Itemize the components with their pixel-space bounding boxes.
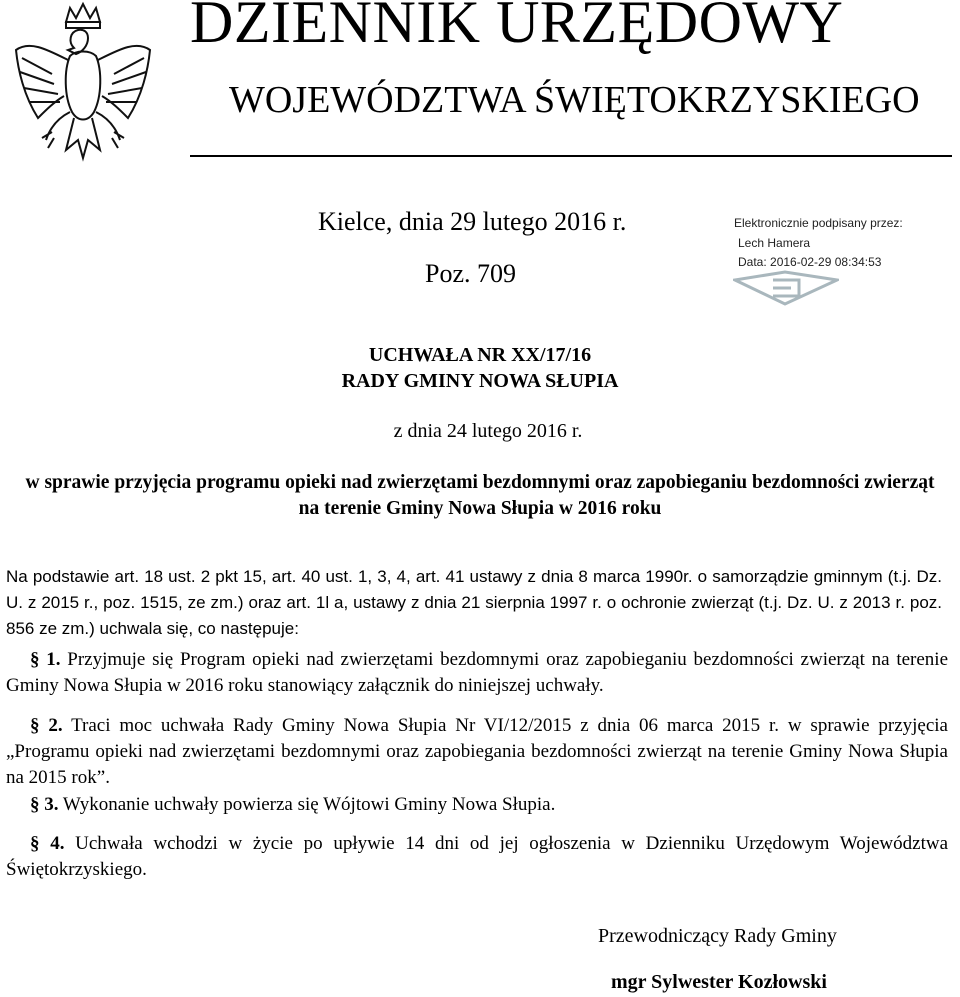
journal-subtitle: WOJEWÓDZTWA ŚWIĘTOKRZYSKIEGO [229,79,920,121]
eagle-emblem-icon [8,0,158,180]
paragraph-number: § 4. [30,833,65,854]
signature-mark-icon [733,270,839,306]
paragraph-1 [6,647,948,699]
resolution-date: z dnia 24 lutego 2016 r. [393,420,583,442]
paragraph-number: § 2. [30,715,63,736]
issue-place-date: Kielce, dnia 29 lutego 2016 r. [318,207,627,236]
resolution-title: UCHWAŁA NR XX/17/16 [368,344,592,366]
legal-basis: Na podstawie art. 18 ust. 2 pkt 15, art. 40 ust. 1, 3, 4, art. 41 ustawy z dnia 8 marca 1990r. o samorządzie gminnym (t.j. Dz. U. z 2015 r., poz. 1515, ze zm.) oraz art. 1l a, ustawy z dnia 21 sierpnia 1997 r. o ochronie zwierząt (t.j. Dz. U. z 2013 r. poz. 856 ze zm.) uchwala się, co następuje: [6,567,942,638]
chair-name: mgr Sylwester Kozłowski [611,971,827,993]
journal-title: DZIENNIK URZĘDOWY [190,0,844,55]
resolution-subject: w sprawie przyjęcia programu opieki nad zwierzętami bezdomnymi oraz zapobieganiu bezdomności zwierząt na terenie Gminy Nowa Słupia w 2016 roku [25,472,935,519]
issue-position: Poz. 709 [425,259,516,288]
paragraph-number: § 3. [30,794,59,815]
paragraph-2 [6,713,948,791]
resolution-body: RADY GMINY NOWA SŁUPIA [341,370,619,392]
paragraph-text: Przyjmuje się Program opieki nad zwierzętami bezdomnymi oraz zapobieganiu bezdomności zwierząt na terenie Gminy Nowa Słupia w 2016 roku stanowiący załącznik do niniejszej uchwały. [6,649,949,696]
header-divider [190,155,952,157]
paragraph-text: Uchwała wchodzi w życie po upływie 14 dni od jej ogłoszenia w Dzienniku Urzędowym Województwa Świętokrzyskiego. [6,833,948,880]
signature-label: Elektronicznie podpisany przez: [734,216,903,230]
chair-role: Przewodniczący Rady Gminy [598,925,837,947]
paragraph-text: Wykonanie uchwały powierza się Wójtowi Gminy Nowa Słupia. [62,794,556,815]
paragraph-text: Traci moc uchwała Rady Gminy Nowa Słupia Nr VI/12/2015 z dnia 06 marca 2015 r. w sprawie przyjęcia „Programu opieki nad zwierzętami bezdomnymi oraz zapobiegania bezdomności zwierząt na terenie Gminy Nowa Słupia na 2015 rok”. [6,715,948,788]
paragraph-4 [6,831,948,883]
signature-date: Data: 2016-02-29 08:34:53 [738,255,882,269]
signature-name: Lech Hamera [738,236,811,250]
paragraph-number: § 1. [30,649,61,670]
paragraph-3 [6,792,948,818]
